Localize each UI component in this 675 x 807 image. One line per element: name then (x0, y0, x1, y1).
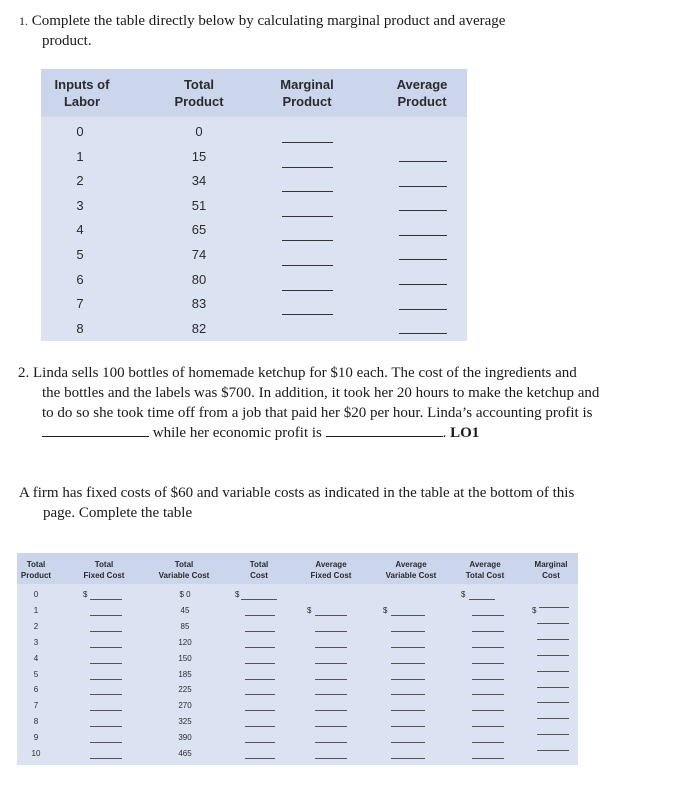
total-product-cell: 51 (191, 197, 207, 213)
learning-objective: LO1 (450, 425, 480, 441)
total-product-cell: 80 (191, 271, 207, 287)
average-fixed-cost-blank[interactable] (315, 742, 347, 743)
total-variable-cost-cell: 390 (178, 733, 192, 743)
dollar-sign: $ (307, 605, 312, 615)
average-variable-cost-blank[interactable] (391, 710, 425, 711)
total-product-cell: 82 (191, 320, 207, 336)
total-variable-cost-cell: 225 (178, 685, 192, 695)
average-fixed-cost-blank[interactable] (315, 726, 347, 727)
marginal-product-blank[interactable] (282, 216, 333, 217)
total-cost-blank[interactable] (245, 742, 275, 743)
marginal-cost-blank[interactable] (539, 607, 569, 608)
average-variable-cost-blank[interactable] (391, 742, 425, 743)
labor-cell: 8 (76, 320, 84, 336)
labor-cell: 3 (76, 197, 84, 213)
average-total-cost-blank[interactable] (472, 742, 504, 743)
header-marginal-product: Marginal Product (280, 77, 334, 109)
average-variable-cost-blank[interactable] (391, 679, 425, 680)
question-1-line-1: Complete the table directly below by calculating marginal product and average (31, 13, 506, 29)
total-cost-blank[interactable] (245, 615, 275, 616)
total-fixed-cost-blank[interactable] (90, 742, 122, 743)
total-product-cell: 65 (191, 222, 207, 238)
total-cost-blank[interactable] (245, 694, 275, 695)
total-product-cell: 9 (33, 733, 39, 743)
average-total-cost-blank[interactable] (472, 663, 504, 664)
average-total-cost-blank[interactable] (472, 710, 504, 711)
total-product-cell: 4 (33, 653, 39, 663)
labor-cell: 6 (76, 271, 84, 287)
labor-cell: 2 (76, 173, 84, 189)
marginal-product-blank[interactable] (282, 191, 333, 192)
total-variable-cost-cell: 85 (180, 621, 190, 631)
average-total-cost-blank[interactable] (472, 631, 504, 632)
marginal-cost-blank[interactable] (537, 687, 569, 688)
marginal-cost-blank[interactable] (537, 750, 569, 751)
total-cost-blank[interactable] (245, 710, 275, 711)
marginal-cost-blank[interactable] (537, 671, 569, 672)
total-cost-blank[interactable] (245, 663, 275, 664)
labor-cell: 4 (76, 222, 84, 238)
dollar-sign: $ (461, 590, 466, 599)
header-total-variable-cost: Total Variable Cost (158, 560, 210, 580)
header-marginal-cost: Marginal Cost (534, 560, 568, 580)
marginal-cost-blank[interactable] (537, 623, 569, 624)
total-fixed-cost-blank[interactable] (90, 647, 122, 648)
average-fixed-cost-blank[interactable] (315, 758, 347, 759)
total-variable-cost-cell: 325 (178, 717, 192, 727)
total-product-cell: 74 (191, 247, 207, 262)
labor-cell: 1 (76, 148, 84, 164)
header-average-fixed-cost: Average Fixed Cost (310, 560, 352, 580)
total-product-cell: 5 (33, 669, 39, 679)
header-average-product: Average Product (396, 77, 448, 109)
header-average-variable-cost: Average Variable Cost (385, 560, 437, 580)
labor-cell: 5 (76, 247, 84, 262)
average-total-cost-blank[interactable] (472, 726, 504, 727)
total-variable-cost-cell: 45 (180, 605, 190, 615)
total-fixed-cost-blank[interactable] (90, 663, 122, 664)
total-product-cell: 8 (33, 717, 39, 727)
total-variable-cost-cell: 465 (178, 749, 192, 758)
question-3 (19, 483, 659, 523)
total-fixed-cost-blank[interactable] (90, 758, 122, 759)
total-product-cell: 83 (191, 296, 207, 312)
average-product-blank[interactable] (399, 161, 447, 162)
total-variable-cost-cell: 150 (178, 653, 192, 663)
marginal-cost-blank[interactable] (537, 718, 569, 719)
total-fixed-cost-blank[interactable] (90, 679, 122, 680)
total-fixed-cost-blank[interactable] (90, 631, 122, 632)
average-fixed-cost-blank[interactable] (315, 679, 347, 680)
question-3-line-1: A firm has fixed costs of $60 and variable costs as indicated in the table at the bottom of this (19, 485, 575, 501)
average-fixed-cost-blank[interactable] (315, 615, 347, 616)
total-fixed-cost-blank[interactable] (90, 694, 122, 695)
table-header (17, 553, 578, 584)
marginal-product-blank[interactable] (282, 265, 333, 266)
average-product-blank[interactable] (399, 186, 447, 187)
average-total-cost-blank[interactable] (472, 647, 504, 648)
total-cost-blank[interactable] (245, 679, 275, 680)
average-variable-cost-blank[interactable] (391, 694, 425, 695)
question-2-line-1: 2. Linda sells 100 bottles of homemade ketchup for $10 each. The cost of the ingredients and (18, 365, 577, 381)
average-product-blank[interactable] (399, 210, 447, 211)
total-product-cell: 3 (33, 637, 39, 647)
average-fixed-cost-blank[interactable] (315, 647, 347, 648)
average-fixed-cost-blank[interactable] (315, 694, 347, 695)
average-variable-cost-blank[interactable] (391, 647, 425, 648)
average-total-cost-blank[interactable] (472, 679, 504, 680)
total-variable-cost-cell: $ 0 (179, 590, 191, 599)
total-product-cell: 6 (33, 685, 39, 695)
total-product-cell: 0 (195, 124, 203, 139)
total-cost-blank[interactable] (245, 631, 275, 632)
total-fixed-cost-blank[interactable] (90, 615, 122, 616)
question-1-line-2: product. (42, 33, 92, 49)
labor-cell: 0 (76, 124, 84, 139)
accounting-profit-blank[interactable] (42, 423, 149, 437)
total-product-cell: 0 (33, 590, 39, 599)
marginal-cost-blank[interactable] (537, 655, 569, 656)
dollar-sign: $ (235, 590, 240, 599)
marginal-product-blank[interactable] (282, 290, 333, 291)
marginal-product-table (41, 69, 467, 341)
total-fixed-cost-blank[interactable] (90, 599, 122, 600)
question-2-line-3: to do so she took time off from a job that paid her $20 per hour. Linda’s accounting profit is (42, 405, 593, 421)
header-total-cost: Total Cost (249, 560, 269, 580)
average-fixed-cost-blank[interactable] (315, 663, 347, 664)
average-fixed-cost-blank[interactable] (315, 631, 347, 632)
total-cost-blank[interactable] (245, 647, 275, 648)
average-total-cost-blank[interactable] (472, 758, 504, 759)
question-1 (19, 11, 659, 51)
average-product-blank[interactable] (399, 309, 447, 310)
total-fixed-cost-blank[interactable] (90, 726, 122, 727)
question-3-line-2: page. Complete the table (43, 505, 193, 521)
marginal-product-blank[interactable] (282, 167, 333, 168)
average-total-cost-blank[interactable] (472, 694, 504, 695)
total-variable-cost-cell: 120 (178, 637, 192, 647)
average-product-blank[interactable] (399, 259, 447, 260)
dollar-sign: $ (83, 590, 88, 599)
total-product-cell: 34 (191, 173, 207, 189)
marginal-product-blank[interactable] (282, 314, 333, 315)
question-2-line-4: while her economic profit is . LO1 (18, 423, 658, 443)
total-cost-blank[interactable] (245, 726, 275, 727)
total-variable-cost-cell: 185 (178, 669, 192, 679)
header-total-product: Total Product (20, 560, 52, 580)
average-variable-cost-blank[interactable] (391, 663, 425, 664)
marginal-cost-blank[interactable] (537, 639, 569, 640)
marginal-product-blank[interactable] (282, 240, 333, 241)
total-variable-cost-cell: 270 (178, 701, 192, 711)
marginal-cost-blank[interactable] (537, 734, 569, 735)
average-variable-cost-blank[interactable] (391, 758, 425, 759)
average-variable-cost-blank[interactable] (391, 615, 425, 616)
total-product-cell: 10 (31, 749, 41, 758)
average-total-cost-blank[interactable] (472, 615, 504, 616)
header-total-product: Total Product (174, 77, 224, 109)
cost-table (17, 553, 578, 765)
header-average-total-cost: Average Total Cost (465, 560, 505, 580)
dollar-sign: $ (383, 605, 388, 615)
labor-cell: 7 (76, 296, 84, 312)
average-product-blank[interactable] (399, 333, 447, 334)
total-product-cell: 2 (33, 621, 39, 631)
average-variable-cost-blank[interactable] (391, 726, 425, 727)
average-fixed-cost-blank[interactable] (315, 710, 347, 711)
question-1-number: 1. (19, 14, 28, 28)
header-inputs-of-labor: Inputs of Labor (54, 77, 110, 109)
total-cost-blank[interactable] (245, 758, 275, 759)
economic-profit-blank[interactable] (326, 423, 443, 437)
total-cost-blank[interactable] (241, 599, 277, 600)
table-header (41, 69, 467, 117)
question-2 (18, 363, 658, 443)
average-product-blank[interactable] (399, 284, 447, 285)
total-fixed-cost-blank[interactable] (90, 710, 122, 711)
average-product-blank[interactable] (399, 235, 447, 236)
total-product-cell: 1 (33, 605, 39, 615)
total-product-cell: 7 (33, 701, 39, 711)
average-total-cost-blank[interactable] (469, 599, 495, 600)
marginal-product-blank[interactable] (282, 142, 333, 143)
total-product-cell: 15 (191, 148, 207, 164)
question-2-line-2: the bottles and the labels was $700. In addition, it took her 20 hours to make the ketchup and (42, 385, 600, 401)
marginal-cost-blank[interactable] (537, 702, 569, 703)
dollar-sign: $ (532, 605, 537, 615)
header-total-fixed-cost: Total Fixed Cost (83, 560, 125, 580)
average-variable-cost-blank[interactable] (391, 631, 425, 632)
